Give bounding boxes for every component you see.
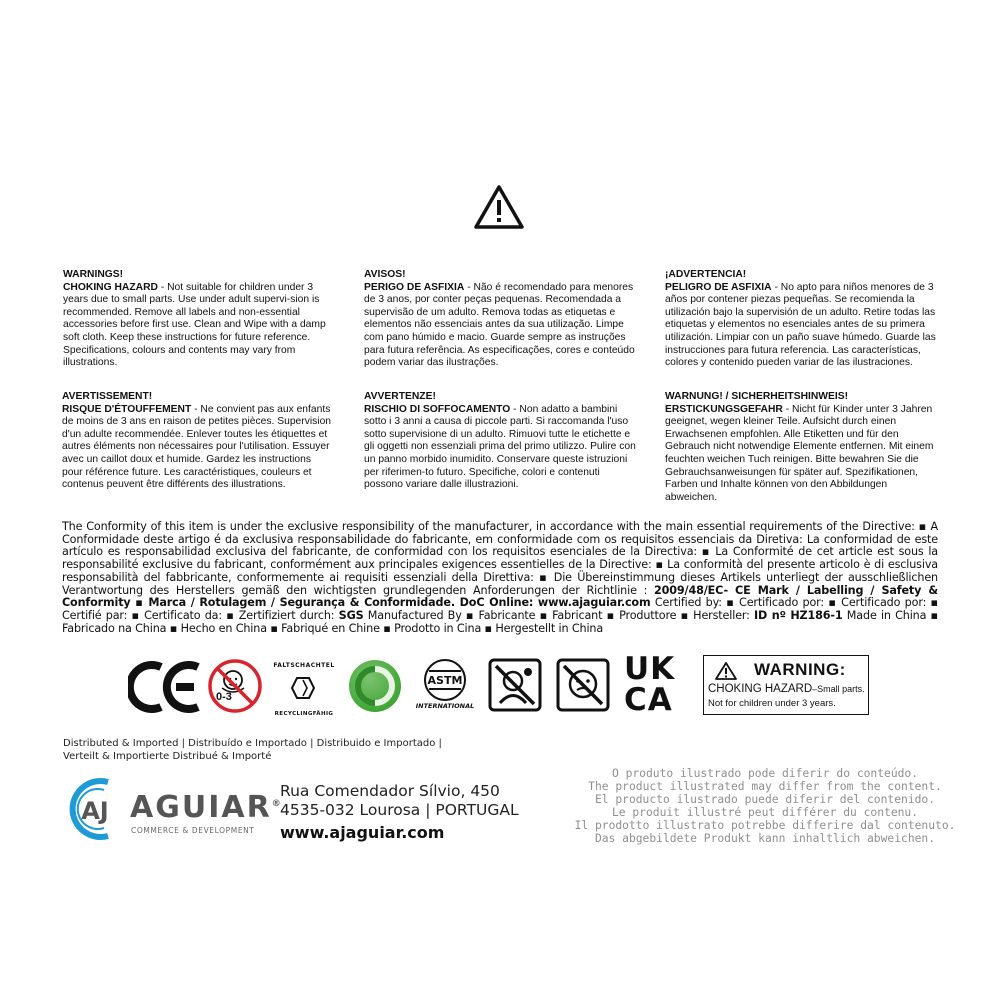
astm-text: ASTM bbox=[427, 674, 463, 687]
warning-box-hazard: CHOKING HAZARD bbox=[708, 683, 813, 695]
warning-box-small-parts: –Small parts. bbox=[812, 684, 865, 694]
warning-title: WARNINGS! bbox=[63, 269, 124, 280]
warning-title: AVISOS! bbox=[364, 269, 406, 280]
disclaimer-de: Das abgebildete Produkt kann inhaltlich abweichen. bbox=[594, 831, 936, 845]
not-suitable-under-3-icon bbox=[207, 658, 263, 714]
ce-mark-icon bbox=[128, 659, 202, 715]
distributor-line-2: Verteilt & Importierte Distribué & Importé bbox=[63, 750, 272, 762]
certifier-name: SGS bbox=[338, 608, 364, 622]
warning-block-fr bbox=[62, 391, 334, 492]
disclaimer-fr: Le produit illustré peut différer du contenu. bbox=[611, 805, 919, 819]
warning-block-pt bbox=[364, 269, 636, 370]
warning-triangle-icon bbox=[473, 183, 525, 231]
ukca-bottom: CA bbox=[624, 682, 673, 718]
warning-triangle-small-icon bbox=[714, 661, 738, 681]
svg-text:FALTSCHACHTEL: FALTSCHACHTEL bbox=[273, 662, 335, 669]
green-dot-icon bbox=[348, 659, 402, 713]
svg-text:RECYCLINGFÄHIG: RECYCLINGFÄHIG bbox=[274, 711, 334, 717]
warning-block-en bbox=[63, 269, 335, 370]
warning-block-de bbox=[665, 391, 937, 504]
warning-body: - No apto para niños menores de 3 años por contener piezas pequeñas. Se recomienda la utilización bajo la supervisión de un adulto. Retire todas las etiquetas y elementos no esenciales antes de su primera utilización. Limpiar con un paño suave húmedo. Guarde las instrucciones para futura referencia. Las características, colores y contenido pueden variar de las ilustraciones. bbox=[665, 281, 936, 369]
address-line-2: 4535-032 Lourosa | PORTUGAL bbox=[280, 801, 519, 819]
directive-reference: 2009/48/EC- CE Mark / Labelling / Safety & Conformity ▪ Marca / Rotulagem / Segurança & Conformidade. DoC Online: www.ajaguiar.com bbox=[62, 583, 938, 610]
warning-body: - Non adatto a bambini sotto i 3 anni a causa di piccole parti. Si raccomanda l'uso sotto supervisione di un adulto. Rimuovi tutte le etichette e gli oggetti non essenziali prima del primo utilizzo. Pulire con un panno morbido inumidito. Conservare queste istruzioni per riferimen-to futuro. Specifiche, colori e contenuti possono variare dalle illustrazioni. bbox=[364, 403, 636, 491]
disclaimer-it: Il prodotto illustrato potrebbe differire dal contenuto. bbox=[574, 818, 956, 832]
warning-block-es bbox=[665, 269, 937, 370]
warning-box-title: WARNING: bbox=[754, 660, 846, 679]
conformity-statement bbox=[62, 521, 938, 635]
warning-body: - Não é recomendado para menores de 3 anos, por conter peças pequenas. Recomendada a supervisão de um adulto. Remova todas as etiquetas e elementos não essenciais antes da sua utilização. Limpe com pano húmido e macio. Guarde sempre as instruções para futura referência. As especificações, cores e conteúdo podem variar das ilustrações. bbox=[364, 281, 635, 369]
address-line-1: Rua Comendador Sílvio, 450 bbox=[280, 782, 500, 800]
brand-subtitle: COMMERCE & DEVELOPMENT bbox=[131, 826, 255, 835]
astm-subtext: INTERNATIONAL bbox=[416, 702, 474, 710]
hazard-label: ERSTICKUNGSGEFAHR bbox=[665, 403, 783, 415]
hazard-label: RISQUE D'ÉTOUFFEMENT bbox=[62, 403, 192, 415]
warning-body: - Ne convient pas aux enfants de moins de 3 ans en raison de petites pièces. Supervision d'un adulte recommendée. Enlever toutes les étiquettes et autres éléments non nécessaires pour l'utilisation. Essuyer avec un caillot doux et humide. Gardez les instructions pour référence future. Les caractéristiques, couleurs et contenus peuvent être différents des illustrations. bbox=[62, 403, 332, 491]
brand-name: AGUIAR® bbox=[130, 790, 283, 825]
small-parts-warning-icon bbox=[488, 658, 542, 712]
certified-by-text: Certified by: ▪ Certificado por: ▪ Certificado por: ▪ Certifié par: ▪ Certificato da: ▪ Zertifiziert durch: bbox=[62, 596, 938, 622]
distributor-note bbox=[63, 738, 463, 763]
recycling-box-icon bbox=[272, 658, 336, 718]
disclaimer-en: The product illustrated may differ from the content. bbox=[588, 779, 942, 793]
distributor-line-1: Distributed & Imported | Distribuído e Importado | Distribuido e Importado | bbox=[63, 738, 442, 749]
warning-title: ¡ADVERTENCIA! bbox=[665, 269, 747, 280]
warning-title: WARNUNG! / SICHERHEITSHINWEIS! bbox=[665, 391, 849, 402]
astm-international-icon bbox=[416, 657, 474, 711]
warning-box-age: Not for children under 3 years. bbox=[708, 698, 836, 709]
conformity-text: The Conformity of this item is under the exclusive responsibility of the manufacturer, in accordance with the main essential requirements of the Directive: ▪ A Conformidade deste artigo é da exclusiva responsabilidade do fabricante, em conformidade com os requisitos essenciais da Diretiva: La conformidad de este artículo es responsabilidad exclusiva del fabricante, de conformidad con los requisitos esenciales de la Directiva: ▪ La Conformité de cet article est sous la responsabilité exclusive du fabricant, conformément aux principales exigences essentielles de la Directive: ▪ La conformità del presente articolo è di esclusiva responsabilità del fabbricante, conformemente ai requisiti essenziali della Direttiva: ▪ Die Übereinstimmung dieses Artikels unterliegt der ausschließlichen Verantwortung des Herstellers gemäß den wichtigsten grundlegenden Anforderungen der Richtlinie : bbox=[62, 520, 938, 597]
website-link[interactable]: www.ajaguiar.com bbox=[280, 823, 445, 842]
brand-initials: AJ bbox=[81, 797, 109, 825]
manufacturer-id: ID nº HZ186-1 bbox=[754, 608, 843, 622]
ukca-mark-icon bbox=[624, 651, 684, 718]
warning-block-it bbox=[364, 391, 636, 492]
hazard-label: PELIGRO DE ASFIXIA bbox=[665, 281, 772, 293]
hazard-label: CHOKING HAZARD bbox=[63, 281, 158, 293]
aj-aguiar-logo-icon bbox=[62, 776, 128, 842]
not-for-children-icon bbox=[556, 658, 610, 712]
warning-title: AVVERTENZE! bbox=[364, 391, 436, 402]
warning-body: - Not suitable for children under 3 years due to small parts. Use under adult supervi-sion is recommended. Remove all labels and non-essential accessories before first use. Clean and Wipe with a damp soft cloth. Keep these instructions for future reference. Specifications, colours and contents may vary from illustrations. bbox=[63, 281, 326, 369]
choking-warning-box bbox=[703, 655, 869, 715]
hazard-label: PERIGO DE ASFIXIA bbox=[364, 281, 465, 293]
registered-mark: ® bbox=[271, 799, 283, 809]
disclaimer-es: El producto ilustrado puede diferir del contenido. bbox=[594, 792, 936, 806]
hazard-label: RISCHIO DI SOFFOCAMENTO bbox=[364, 403, 511, 415]
age-label: 0-3 bbox=[216, 691, 232, 703]
warning-body: - Nicht für Kinder unter 3 Jahren geeignet, wegen kleiner Teile. Aufsicht durch einen Erwachsenen empfohlen. Alle Etiketten und für den Gebrauch nicht notwendige Elemente entfernen. Mit einem feuchten weichen Tuch reinigen. Bitte bewahren Sie die Gebrauchsanweisungen für später auf. Spezifikationen, Farben und Inhalte können von den Abbildungen abweichen. bbox=[665, 403, 934, 503]
ukca-top: UK bbox=[624, 651, 676, 687]
disclaimer-pt: O produto ilustrado pode diferir do conteúdo. bbox=[611, 767, 919, 780]
warning-title: AVERTISSEMENT! bbox=[62, 391, 153, 402]
address bbox=[280, 782, 519, 820]
origin-text: Made in China ▪ Fabricado na China ▪ Hecho en China ▪ Fabriqué en Chine ▪ Prodotto in Cina ▪ Hergestellt in China bbox=[62, 608, 938, 635]
manufacturer-text: Manufactured By ▪ Fabricante ▪ Fabricant ▪ Produttore ▪ Hersteller: bbox=[363, 608, 755, 622]
product-disclaimer bbox=[560, 768, 970, 845]
